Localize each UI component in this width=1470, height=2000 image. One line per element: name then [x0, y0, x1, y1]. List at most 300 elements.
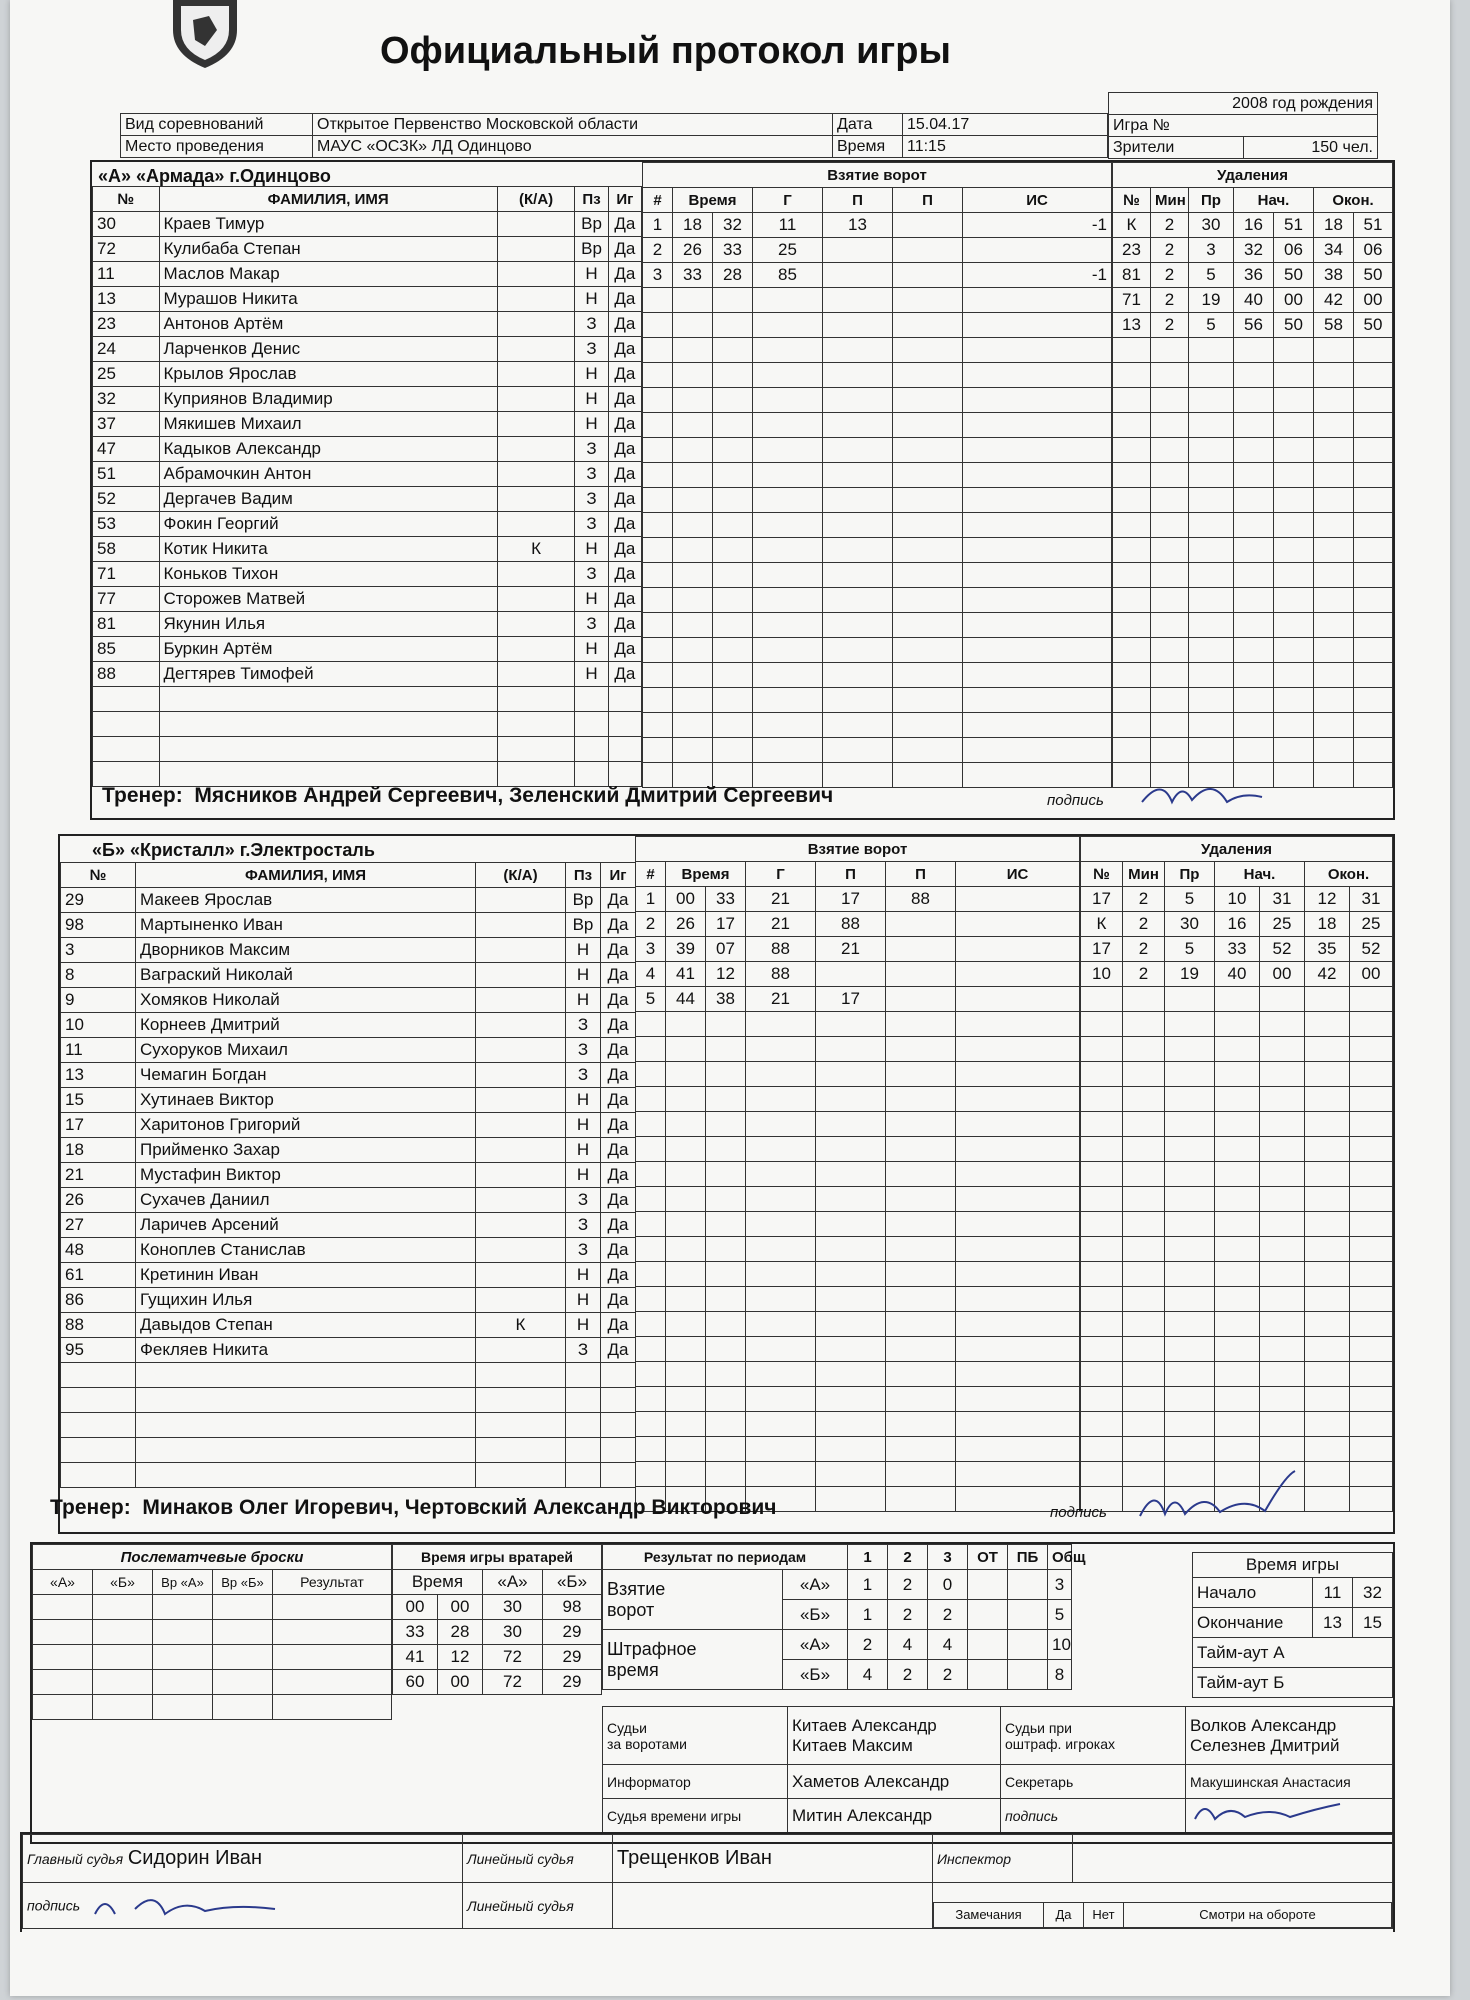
penalty-ss: 25	[1260, 912, 1305, 937]
penalty-sm: 40	[1215, 962, 1260, 987]
penalty-em: 34	[1314, 238, 1354, 263]
empty-cell	[33, 1645, 93, 1670]
remarks-cell	[933, 1883, 1393, 1929]
timekeeper-label: Судья времени игры	[603, 1799, 788, 1833]
player-played: Да	[608, 662, 641, 687]
empty-cell	[1151, 588, 1189, 613]
empty-cell	[1260, 1062, 1305, 1087]
empty-cell	[93, 1595, 153, 1620]
player-row	[93, 387, 642, 412]
empty-cell	[61, 1463, 136, 1488]
empty-cell	[497, 737, 575, 762]
empty-cell	[1113, 713, 1151, 738]
empty-cell	[673, 663, 713, 688]
player-number: 21	[61, 1163, 136, 1188]
empty-cell	[636, 1387, 666, 1412]
empty-cell	[823, 538, 893, 563]
col-pen-num: №	[1081, 862, 1123, 887]
penalty-row-empty	[1113, 488, 1393, 513]
empty-cell	[706, 1437, 746, 1462]
goal-row-empty	[643, 388, 1112, 413]
player-row	[93, 537, 642, 562]
period-results-table	[602, 1544, 1086, 1690]
player-number: 52	[93, 487, 160, 512]
player-name: Прийменко Захар	[136, 1138, 476, 1163]
empty-cell	[673, 463, 713, 488]
empty-cell	[963, 338, 1112, 363]
penalty-n: К	[1081, 912, 1123, 937]
secretary-signature	[1186, 1799, 1393, 1833]
empty-cell	[1081, 1037, 1123, 1062]
empty-cell	[956, 1412, 1080, 1437]
goals-b-total: 5	[1048, 1600, 1072, 1630]
player-captain	[497, 612, 575, 637]
goal-m: 44	[666, 987, 706, 1012]
empty-cell	[673, 438, 713, 463]
empty-cell	[963, 313, 1112, 338]
empty-cell	[746, 1187, 816, 1212]
col-goal: Г	[753, 188, 823, 213]
empty-cell	[823, 463, 893, 488]
goal-p1: 13	[823, 213, 893, 238]
player-captain: К	[497, 537, 575, 562]
empty-cell	[823, 663, 893, 688]
player-captain	[476, 938, 566, 963]
goal-row-empty	[636, 1187, 1080, 1212]
penalty-r: 5	[1189, 263, 1234, 288]
player-played: Да	[601, 1238, 636, 1263]
goal-g: 88	[746, 962, 816, 987]
gk-row	[393, 1595, 602, 1620]
penalty-es: 50	[1354, 313, 1393, 338]
empty-cell	[1354, 488, 1393, 513]
empty-cell	[1314, 613, 1354, 638]
goal-p2	[886, 937, 956, 962]
penalty-r: 3	[1189, 238, 1234, 263]
empty-cell	[1123, 1062, 1165, 1087]
player-captain	[476, 1113, 566, 1138]
goal-is	[956, 887, 1080, 912]
player-name: Фекляев Никита	[136, 1338, 476, 1363]
player-name: Крылов Ярослав	[159, 362, 497, 387]
empty-cell	[1081, 1137, 1123, 1162]
empty-cell	[713, 663, 753, 688]
empty-cell	[1354, 463, 1393, 488]
empty-cell	[956, 1062, 1080, 1087]
goals-b-p3: 2	[928, 1600, 968, 1630]
col-time: Время	[673, 188, 753, 213]
empty-cell	[1274, 538, 1314, 563]
empty-cell	[1215, 1062, 1260, 1087]
goal-m: 18	[673, 213, 713, 238]
player-position: З	[575, 562, 608, 587]
empty-cell	[746, 1387, 816, 1412]
empty-cell	[1165, 1037, 1215, 1062]
player-captain	[476, 888, 566, 913]
empty-cell	[1081, 1412, 1123, 1437]
penalty-em: 12	[1305, 887, 1350, 912]
empty-cell	[1113, 638, 1151, 663]
empty-cell	[886, 1112, 956, 1137]
penalty-sm: 16	[1234, 213, 1274, 238]
empty-cell	[636, 1412, 666, 1437]
col-pos: Пз	[575, 187, 608, 212]
player-played: Да	[601, 1013, 636, 1038]
player-position: Н	[566, 1138, 601, 1163]
empty-cell	[886, 1162, 956, 1187]
player-played: Да	[608, 512, 641, 537]
empty-cell	[636, 1237, 666, 1262]
player-row-empty	[61, 1413, 636, 1438]
penalty-row	[1113, 288, 1393, 313]
gk-m: 33	[393, 1620, 438, 1645]
date-label: Дата	[833, 114, 903, 136]
end-m: 15	[1353, 1608, 1393, 1638]
empty-cell	[886, 1037, 956, 1062]
goal-row	[636, 912, 1080, 937]
empty-cell	[706, 1087, 746, 1112]
player-name: Корнеев Дмитрий	[136, 1013, 476, 1038]
spectators-label: Зрители	[1109, 137, 1244, 159]
empty-cell	[1274, 413, 1314, 438]
player-row	[93, 312, 642, 337]
empty-cell	[706, 1462, 746, 1487]
player-played: Да	[601, 1213, 636, 1238]
empty-cell	[753, 313, 823, 338]
empty-cell	[746, 1462, 816, 1487]
empty-cell	[476, 1438, 566, 1463]
player-position: Н	[566, 963, 601, 988]
period-pb: ПБ	[1008, 1545, 1048, 1570]
goal-m: 26	[666, 912, 706, 937]
penalty-es: 00	[1350, 962, 1393, 987]
empty-cell	[666, 1062, 706, 1087]
player-position: Н	[566, 1163, 601, 1188]
empty-cell	[1081, 1112, 1123, 1137]
empty-cell	[1234, 363, 1274, 388]
empty-cell	[1234, 738, 1274, 763]
player-name: Ларичев Арсений	[136, 1213, 476, 1238]
player-captain	[497, 337, 575, 362]
empty-cell	[963, 488, 1112, 513]
empty-cell	[1305, 1062, 1350, 1087]
penalty-n: К	[1113, 213, 1151, 238]
empty-cell	[1314, 738, 1354, 763]
timekeeper: Митин Александр	[788, 1799, 1001, 1833]
empty-cell	[1260, 1362, 1305, 1387]
empty-cell	[1260, 1137, 1305, 1162]
empty-cell	[816, 1012, 886, 1037]
empty-cell	[273, 1670, 392, 1695]
referees-table	[22, 1834, 1393, 1929]
empty-cell	[706, 1287, 746, 1312]
empty-cell	[1354, 688, 1393, 713]
penalty-min: 2	[1151, 238, 1189, 263]
penalties-title: Удаления	[1081, 837, 1393, 862]
player-number: 86	[61, 1288, 136, 1313]
empty-cell	[673, 713, 713, 738]
empty-cell	[1260, 1012, 1305, 1037]
empty-cell	[956, 1262, 1080, 1287]
empty-cell	[1123, 987, 1165, 1012]
empty-cell	[673, 688, 713, 713]
empty-cell	[1123, 1362, 1165, 1387]
penalty-em: 38	[1314, 263, 1354, 288]
goal-p1: 17	[816, 987, 886, 1012]
player-played: Да	[608, 587, 641, 612]
empty-cell	[1151, 538, 1189, 563]
empty-cell	[93, 1695, 153, 1720]
player-captain	[476, 1088, 566, 1113]
gk-row	[393, 1645, 602, 1670]
goal-row	[636, 987, 1080, 1012]
periods-title: Результат по периодам	[603, 1545, 848, 1570]
empty-cell	[1260, 1237, 1305, 1262]
empty-cell	[1354, 363, 1393, 388]
player-position: Н	[575, 537, 608, 562]
penalty-es: 31	[1350, 887, 1393, 912]
empty-cell	[153, 1595, 213, 1620]
empty-cell	[1260, 1412, 1305, 1437]
empty-cell	[666, 1187, 706, 1212]
player-row	[61, 913, 636, 938]
shootout-table	[32, 1544, 392, 1720]
empty-cell	[1215, 1237, 1260, 1262]
goal-row-empty	[643, 588, 1112, 613]
empty-cell	[1165, 1412, 1215, 1437]
empty-cell	[1350, 1337, 1393, 1362]
player-captain	[497, 212, 575, 237]
goal-row-empty	[643, 713, 1112, 738]
player-played: Да	[608, 212, 641, 237]
penalty-ss: 51	[1274, 213, 1314, 238]
linesman-1: Трещенков Иван	[613, 1835, 933, 1883]
empty-cell	[213, 1620, 273, 1645]
empty-cell	[963, 513, 1112, 538]
player-name: Ларченков Денис	[159, 337, 497, 362]
goal-row-empty	[636, 1437, 1080, 1462]
penalty-em: 42	[1314, 288, 1354, 313]
player-position: Н	[575, 262, 608, 287]
empty-cell	[1354, 738, 1393, 763]
shootout-row	[33, 1695, 392, 1720]
protocol-sheet	[10, 0, 1450, 1996]
player-row	[61, 888, 636, 913]
player-position: Н	[566, 938, 601, 963]
empty-cell	[823, 588, 893, 613]
player-position: Вр	[575, 212, 608, 237]
empty-cell	[1151, 363, 1189, 388]
goal-row-empty	[636, 1412, 1080, 1437]
goal-p2	[886, 987, 956, 1012]
empty-cell	[1274, 388, 1314, 413]
penalty-row-empty	[1081, 1262, 1393, 1287]
empty-cell	[1305, 1112, 1350, 1137]
team-b-title: «Б» «Кристалл» г.Электросталь	[92, 840, 375, 860]
player-number: 11	[93, 262, 160, 287]
empty-cell	[1350, 1437, 1393, 1462]
empty-cell	[706, 1112, 746, 1137]
pen-a-pb	[1008, 1630, 1048, 1660]
empty-cell	[746, 1312, 816, 1337]
empty-cell	[1260, 1112, 1305, 1137]
empty-cell	[713, 363, 753, 388]
empty-cell	[643, 463, 673, 488]
goalie-time-table	[392, 1544, 602, 1695]
empty-cell	[666, 1387, 706, 1412]
pen-a-p1: 2	[848, 1630, 888, 1660]
col-strength: ИС	[963, 188, 1112, 213]
player-name: Давыдов Степан	[136, 1313, 476, 1338]
empty-cell	[136, 1388, 476, 1413]
empty-cell	[956, 1212, 1080, 1237]
empty-cell	[666, 1137, 706, 1162]
player-captain	[476, 1213, 566, 1238]
empty-cell	[575, 737, 608, 762]
penalty-row-empty	[1081, 1437, 1393, 1462]
empty-cell	[1260, 1387, 1305, 1412]
empty-cell	[886, 1187, 956, 1212]
empty-cell	[1165, 1312, 1215, 1337]
player-row	[93, 662, 642, 687]
player-number: 98	[61, 913, 136, 938]
penalty-row-empty	[1113, 738, 1393, 763]
empty-cell	[1305, 1212, 1350, 1237]
empty-cell	[893, 588, 963, 613]
goal-i: 1	[636, 887, 666, 912]
empty-cell	[753, 688, 823, 713]
empty-cell	[1113, 688, 1151, 713]
player-row	[61, 938, 636, 963]
col-pen-reason: Пр	[1165, 862, 1215, 887]
empty-cell	[753, 713, 823, 738]
pen-b-label: «Б»	[783, 1660, 848, 1690]
empty-cell	[713, 413, 753, 438]
goal-s: 33	[706, 887, 746, 912]
empty-cell	[713, 588, 753, 613]
empty-cell	[706, 1312, 746, 1337]
team-a-title: «А» «Армада» г.Одинцово	[98, 166, 331, 186]
player-name: Коньков Тихон	[159, 562, 497, 587]
player-captain	[476, 1038, 566, 1063]
empty-cell	[823, 438, 893, 463]
empty-cell	[1165, 1112, 1215, 1137]
goal-p2: 88	[886, 887, 956, 912]
goals-b-ot	[968, 1600, 1008, 1630]
player-row	[61, 1138, 636, 1163]
player-position: Н	[566, 1288, 601, 1313]
goal-row-empty	[643, 338, 1112, 363]
empty-cell	[636, 1112, 666, 1137]
pen-a-label: «А»	[783, 1630, 848, 1660]
penalty-n: 71	[1113, 288, 1151, 313]
empty-cell	[497, 712, 575, 737]
goal-row-empty	[643, 363, 1112, 388]
empty-cell	[1081, 1362, 1123, 1387]
empty-cell	[1350, 1487, 1393, 1512]
empty-cell	[1165, 1162, 1215, 1187]
player-played: Да	[601, 1188, 636, 1213]
empty-cell	[1274, 713, 1314, 738]
player-played: Да	[601, 1288, 636, 1313]
player-captain	[476, 1238, 566, 1263]
empty-cell	[497, 762, 575, 787]
empty-cell	[893, 513, 963, 538]
empty-cell	[1123, 1287, 1165, 1312]
empty-cell	[706, 1262, 746, 1287]
empty-cell	[643, 313, 673, 338]
linesman-label-2: Линейный судья	[463, 1883, 613, 1929]
empty-cell	[666, 1037, 706, 1062]
goal-row-empty	[643, 563, 1112, 588]
penalty-n: 23	[1113, 238, 1151, 263]
empty-cell	[476, 1413, 566, 1438]
empty-cell	[666, 1162, 706, 1187]
empty-cell	[956, 1312, 1080, 1337]
team-a-roster	[92, 186, 642, 787]
goal-row-empty	[643, 463, 1112, 488]
goal-is	[956, 912, 1080, 937]
empty-cell	[159, 737, 497, 762]
empty-cell	[1215, 1262, 1260, 1287]
goal-s: 07	[706, 937, 746, 962]
empty-cell	[1305, 1387, 1350, 1412]
empty-cell	[1189, 513, 1234, 538]
empty-cell	[823, 638, 893, 663]
empty-cell	[61, 1438, 136, 1463]
empty-cell	[1113, 613, 1151, 638]
empty-cell	[1123, 1037, 1165, 1062]
goal-m: 33	[673, 263, 713, 288]
empty-cell	[1314, 513, 1354, 538]
penalty-n: 13	[1113, 313, 1151, 338]
empty-cell	[1234, 563, 1274, 588]
empty-cell	[956, 1187, 1080, 1212]
empty-cell	[746, 1287, 816, 1312]
gk-a-label: «А»	[483, 1570, 543, 1595]
empty-cell	[956, 1162, 1080, 1187]
player-name: Макеев Ярослав	[136, 888, 476, 913]
player-name: Харитонов Григорий	[136, 1113, 476, 1138]
empty-cell	[823, 313, 893, 338]
penalty-row-empty	[1113, 338, 1393, 363]
empty-cell	[1123, 1087, 1165, 1112]
game-number-label: Игра №	[1109, 115, 1378, 137]
empty-cell	[746, 1112, 816, 1137]
player-position: З	[566, 1338, 601, 1363]
penalty-r: 30	[1189, 213, 1234, 238]
empty-cell	[963, 738, 1112, 763]
penalty-min: 2	[1151, 288, 1189, 313]
empty-cell	[476, 1388, 566, 1413]
goal-row-empty	[643, 288, 1112, 313]
inspector-label: Инспектор	[933, 1835, 1073, 1883]
empty-cell	[1113, 488, 1151, 513]
goal-row-empty	[636, 1262, 1080, 1287]
penalty-row-empty	[1113, 638, 1393, 663]
penalty-row-empty	[1113, 538, 1393, 563]
goal-s: 28	[713, 263, 753, 288]
empty-cell	[566, 1463, 601, 1488]
penalty-ss: 00	[1260, 962, 1305, 987]
goal-g: 21	[746, 912, 816, 937]
penalty-row-empty	[1113, 688, 1393, 713]
empty-cell	[666, 1237, 706, 1262]
player-captain	[497, 562, 575, 587]
empty-cell	[1260, 1337, 1305, 1362]
empty-cell	[956, 1087, 1080, 1112]
empty-cell	[753, 638, 823, 663]
